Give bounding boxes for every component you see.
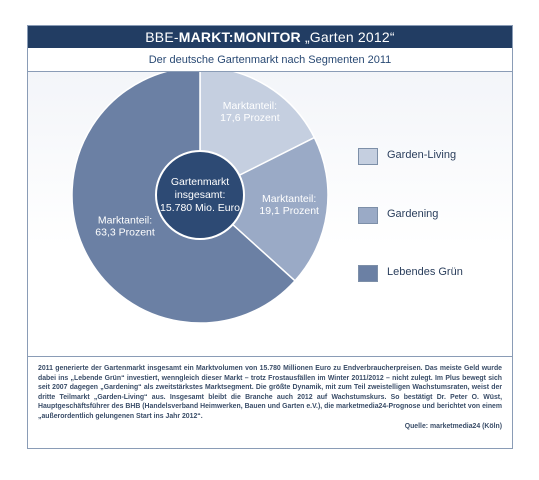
legend-label-gardening: Gardening: [387, 208, 439, 220]
pie-chart: [28, 72, 514, 362]
header-bold: MARKT:MONITOR: [178, 29, 301, 45]
legend-label-garden-living: Garden-Living: [387, 149, 457, 161]
header-bar: [28, 26, 512, 48]
header-suffix: „Garten 2012“: [300, 29, 395, 45]
chart-subtitle: Der deutsche Gartenmarkt nach Segmenten 2011: [28, 48, 512, 72]
slice-label-garden-living: Marktanteil: 17,6 Prozent: [220, 100, 280, 125]
legend-swatch-garden-living: [358, 148, 378, 165]
legend-swatch-lebendes-gruen: [358, 265, 378, 282]
legend-swatch-gardening: [358, 207, 378, 224]
footer-text-block: [28, 356, 512, 450]
legend-label-lebendes-gruen: Lebendes Grün: [387, 266, 463, 278]
slice-label-lebendes-gruen: Marktanteil: 63,3 Prozent: [95, 214, 155, 239]
slice-label-gardening: Marktanteil: 19,1 Prozent: [259, 193, 319, 218]
header-prefix: BBE-: [145, 29, 179, 45]
chart-area: [28, 72, 512, 362]
center-label: Gartenmarkt insgesamt: 15.780 Mio. Euro: [160, 176, 240, 214]
infographic-frame: [27, 25, 513, 449]
footer-paragraph: 2011 generierte der Gartenmarkt insgesamt ein Marktvolumen von 15.780 Millionen Euro zu Endverbraucherpreisen. Das meiste Geld wurde dabei ins „Lebende Grün“ investiert, wenngleich dieser Markt – trotz Frostausfällen im Winter 2011/2012 – nicht zulegt. Im Plus bewegt sich seit 2007 dagegen „Gardening“ als zweitstärkstes Marktsegment. Die größte Dynamik, mit zum Teil zweistelligen Wachstumsraten, weist der dritte Teilmarkt „Garden-Living“ aus. Insgesamt bleibt die Branche auch 2012 auf Wachstumskurs. So bestätigt Dr. Peter O. Wüst, Hauptgeschäftsführer des BHB (Handelsverband Heimwerken, Bauen und Garten e.V.), die marketmedia24-Prognose und berichtet von einem „außerordentlich gelungenen Start ins Jahr 2012“.: [38, 365, 502, 420]
footer-source: Quelle: marketmedia24 (Köln): [404, 422, 502, 430]
